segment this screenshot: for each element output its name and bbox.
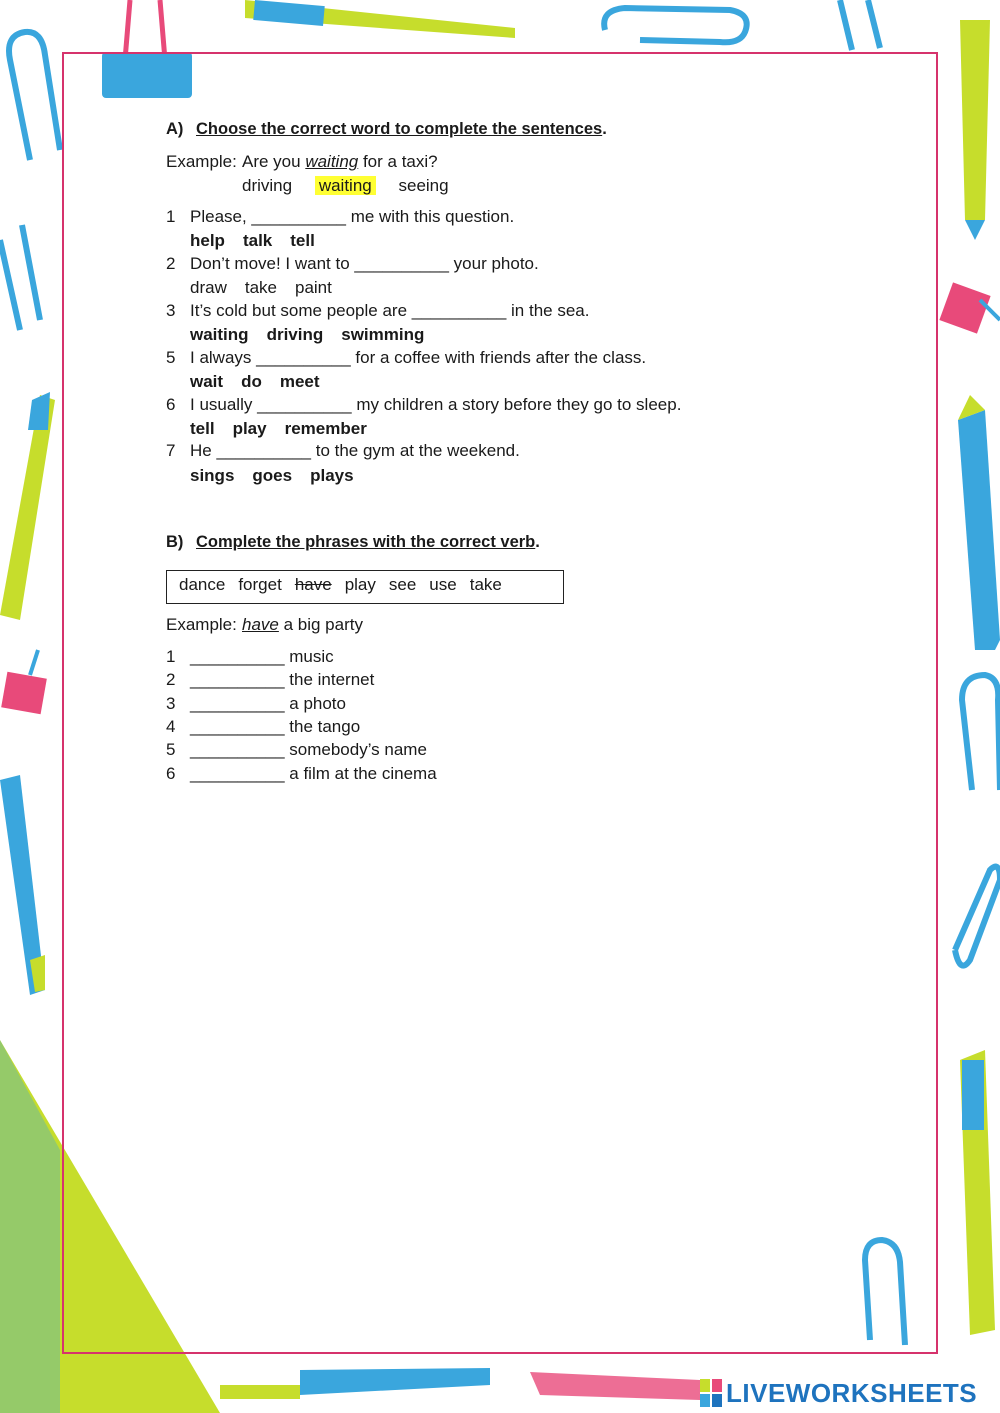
answer-option: take xyxy=(244,278,277,297)
section-b-title: Complete the phrases with the correct verb xyxy=(196,533,536,551)
example-label: Example: xyxy=(166,152,237,171)
question-6-options xyxy=(190,419,385,439)
answer-option: waiting xyxy=(190,325,249,344)
logo-text: LIVEWORKSHEETS xyxy=(726,1377,978,1408)
question-number: 6 xyxy=(166,395,176,414)
section-a-heading xyxy=(166,120,607,139)
example-options xyxy=(242,176,467,196)
pen-icon xyxy=(0,392,55,620)
answer-option: goes xyxy=(252,466,293,485)
section-b-title-end: . xyxy=(535,533,540,551)
pen-icon xyxy=(0,775,45,995)
liveworksheets-logo-icon xyxy=(700,1379,722,1407)
section-a-title-end: . xyxy=(602,120,607,138)
paperclip-icon xyxy=(9,32,60,160)
phrase-text: __________ the internet xyxy=(190,670,375,689)
example-post: for a taxi? xyxy=(358,152,438,171)
pen-icon xyxy=(245,0,515,38)
word-box xyxy=(166,570,564,604)
question-text: It’s cold but some people are __________ in the sea. xyxy=(190,301,590,320)
word-box-item-used: have xyxy=(294,575,332,594)
answer-option: swimming xyxy=(341,325,425,344)
example-option-highlighted: waiting xyxy=(315,176,376,195)
section-b-label: B) xyxy=(166,533,184,551)
answer-option: remember xyxy=(284,419,367,438)
question-number: 1 xyxy=(166,207,176,226)
phrase-text: __________ a film at the cinema xyxy=(190,764,437,783)
example-label: Example: xyxy=(166,615,237,634)
answer-option: wait xyxy=(190,372,224,391)
paperclip-icon xyxy=(604,8,747,42)
phrase-number: 3 xyxy=(166,694,176,713)
paperclip-icon xyxy=(962,675,1000,790)
example-word: have xyxy=(242,615,279,634)
question-number: 5 xyxy=(166,348,176,367)
section-b-heading xyxy=(166,533,540,552)
phrase-text: __________ the tango xyxy=(190,717,361,736)
question-text: I usually __________ my children a story before they go to sleep. xyxy=(190,395,682,414)
example-option: driving xyxy=(242,176,293,195)
word-box-item: use xyxy=(429,575,457,594)
question-text: He __________ to the gym at the weekend. xyxy=(190,441,520,460)
answer-option: draw xyxy=(190,278,227,297)
pen-icon xyxy=(220,1368,490,1399)
phrase-text: __________ a photo xyxy=(190,694,346,713)
answer-option: talk xyxy=(242,231,273,250)
answer-option: tell xyxy=(290,231,315,250)
question-number: 7 xyxy=(166,441,176,460)
answer-option: help xyxy=(190,231,225,250)
word-box-item: see xyxy=(388,575,417,594)
question-text: Please, __________ me with this question. xyxy=(190,207,515,226)
question-7-options xyxy=(190,466,372,486)
example-post: a big party xyxy=(278,615,363,634)
word-box-item: take xyxy=(469,575,502,594)
question-3-options xyxy=(190,325,442,345)
answer-option: meet xyxy=(279,372,320,391)
question-2-options xyxy=(190,278,350,298)
paperclip-icon xyxy=(0,225,40,330)
answer-option: sings xyxy=(190,466,235,485)
phrase-number: 6 xyxy=(166,764,176,783)
answer-option: play xyxy=(232,419,267,438)
phrase-number: 1 xyxy=(166,647,176,666)
answer-option: paint xyxy=(295,278,332,297)
phrase-text: __________ somebody’s name xyxy=(190,740,427,759)
paperclip-icon xyxy=(955,867,1000,966)
phrase-number: 5 xyxy=(166,740,176,759)
phrase-number: 4 xyxy=(166,717,176,736)
section-a-title: Choose the correct word to complete the sentences xyxy=(196,120,603,138)
word-box-item: forget xyxy=(238,575,282,594)
section-b-example xyxy=(166,615,363,635)
question-number: 3 xyxy=(166,301,176,320)
phrase-number: 2 xyxy=(166,670,176,689)
answer-option: tell xyxy=(190,419,215,438)
example-option: seeing xyxy=(398,176,449,195)
question-5-options xyxy=(190,372,338,392)
answer-option: plays xyxy=(310,466,354,485)
phrase-text: __________ music xyxy=(190,647,334,666)
liveworksheets-logo[interactable] xyxy=(700,1378,977,1408)
example-pre: Are you xyxy=(242,152,306,171)
pen-icon xyxy=(530,1372,700,1400)
question-text: Don’t move! I want to __________ your photo. xyxy=(190,254,539,273)
example-word: waiting xyxy=(305,152,359,171)
binder-clip-icon xyxy=(1,650,47,714)
binder-clip-icon xyxy=(939,282,1000,333)
question-1-options xyxy=(190,231,333,251)
paperclip-icon xyxy=(840,0,880,50)
word-box-item: dance xyxy=(179,575,226,594)
pen-icon xyxy=(960,20,990,240)
question-text: I always __________ for a coffee with friends after the class. xyxy=(190,348,647,367)
word-box-item: play xyxy=(344,575,376,594)
question-number: 2 xyxy=(166,254,176,273)
answer-option: driving xyxy=(266,325,324,344)
pen-icon xyxy=(960,1050,995,1335)
pen-icon xyxy=(958,395,1000,650)
section-a-label: A) xyxy=(166,120,184,138)
answer-option: do xyxy=(241,372,262,391)
section-a-example xyxy=(166,152,438,172)
